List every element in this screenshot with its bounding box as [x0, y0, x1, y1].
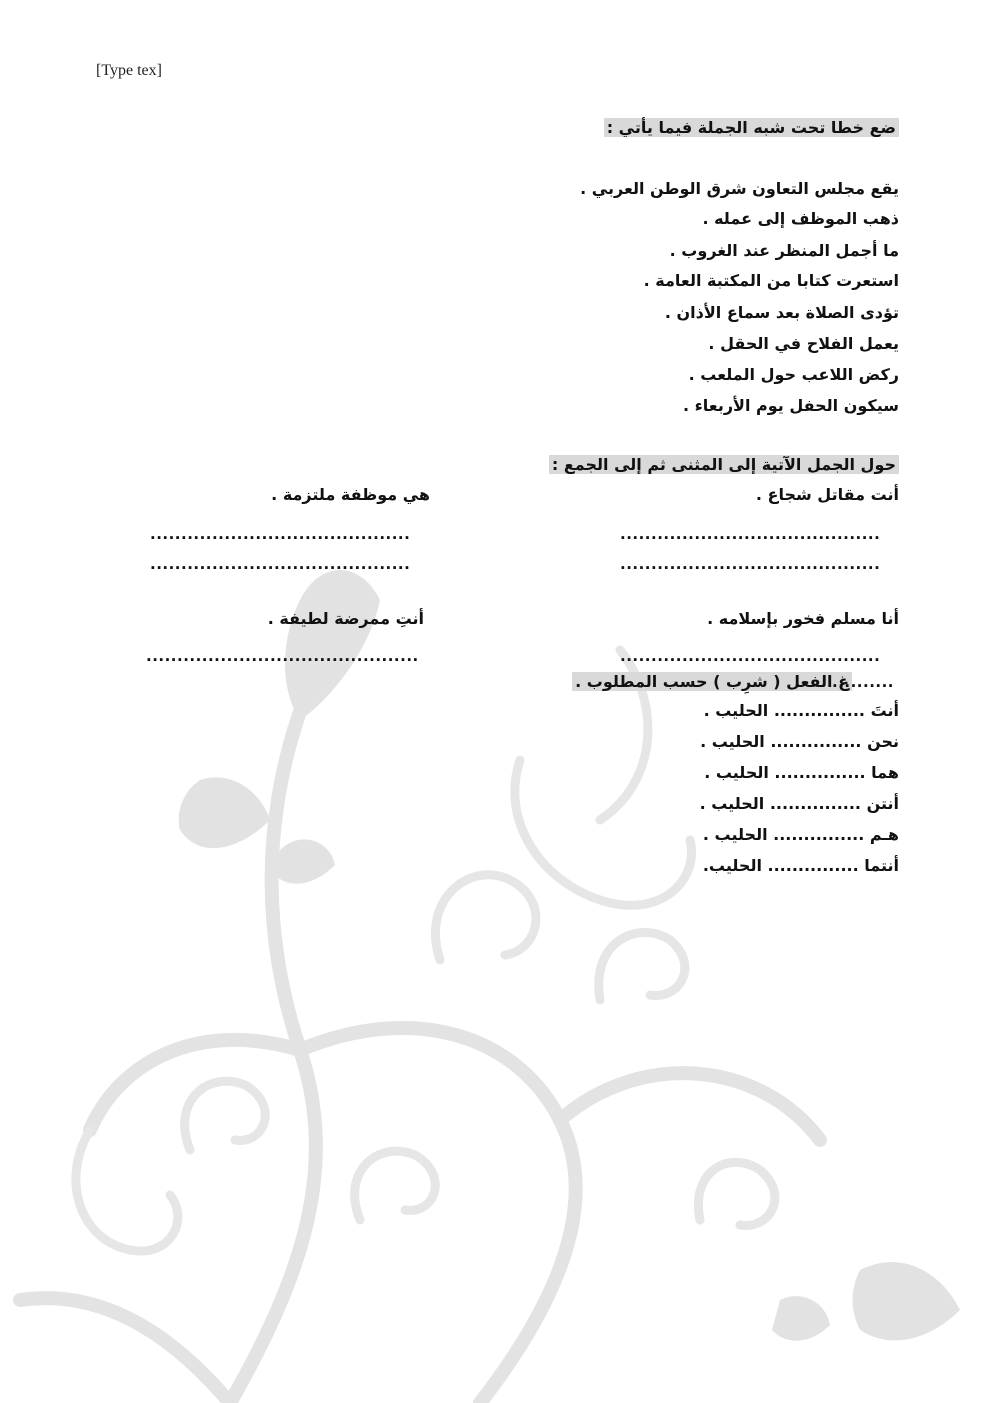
section2-sentence-left-2: أنتِ ممرضة لطيفة . — [267, 609, 424, 628]
section3-line-6[interactable]: أنتما ............... الحليب. — [702, 856, 899, 875]
section2-sentence-right-1: أنت مقاتل شجاع . — [755, 485, 899, 504]
answer-line[interactable]: .......................................... — [620, 555, 881, 573]
answer-line[interactable]: .......................................... — [150, 555, 411, 573]
answer-line[interactable]: .......................................... — [620, 525, 881, 543]
section3-line-4[interactable]: أنتن ............... الحليب . — [699, 794, 899, 813]
section1-sentence-7: ركض اللاعب حول الملعب . — [688, 365, 899, 384]
section2-sentence-right-2: أنا مسلم فخور بإسلامه . — [707, 609, 899, 628]
answer-line[interactable]: .......................................... — [150, 525, 411, 543]
section3-line-5[interactable]: هـم ............... الحليب . — [702, 825, 899, 844]
section1-sentence-8: سيكون الحفل يوم الأربعاء . — [682, 396, 899, 415]
section1-title: ضع خطا تحت شبه الجملة فيما يأتي : — [604, 117, 899, 139]
section1-sentence-4: استعرت كتابا من المكتبة العامة . — [643, 271, 899, 290]
section3-line-1[interactable]: أنتَ ............... الحليب . — [703, 701, 899, 720]
answer-line[interactable]: ............................................ — [146, 647, 419, 665]
section2-title: حول الجمل الآتية إلى المثنى ثم إلى الجمع : — [549, 454, 899, 476]
section1-sentence-6: يعمل الفلاح في الحقل . — [708, 334, 899, 353]
section3-line-2[interactable]: نحن ............... الحليب . — [700, 732, 899, 751]
section3-title-overlap-dots: .......... — [832, 673, 894, 691]
section3-line-3[interactable]: هما ............... الحليب . — [704, 763, 899, 782]
section1-sentence-2: ذهب الموظف إلى عمله . — [702, 209, 899, 228]
section1-sentence-1: يقع مجلس التعاون شرق الوطن العربي . — [580, 179, 899, 198]
header-placeholder-text: [Type tex] — [96, 62, 162, 79]
section3-title: غ الفعل ( شرِب ) حسب المطلوب . — [572, 671, 852, 693]
section1-sentence-3: ما أجمل المنظر عند الغروب . — [669, 241, 899, 260]
section1-sentence-5: تؤدى الصلاة بعد سماع الأذان . — [664, 303, 899, 322]
section2-sentence-left-1: هي موظفة ملتزمة . — [271, 485, 430, 504]
answer-line[interactable]: .......................................... — [620, 647, 881, 665]
